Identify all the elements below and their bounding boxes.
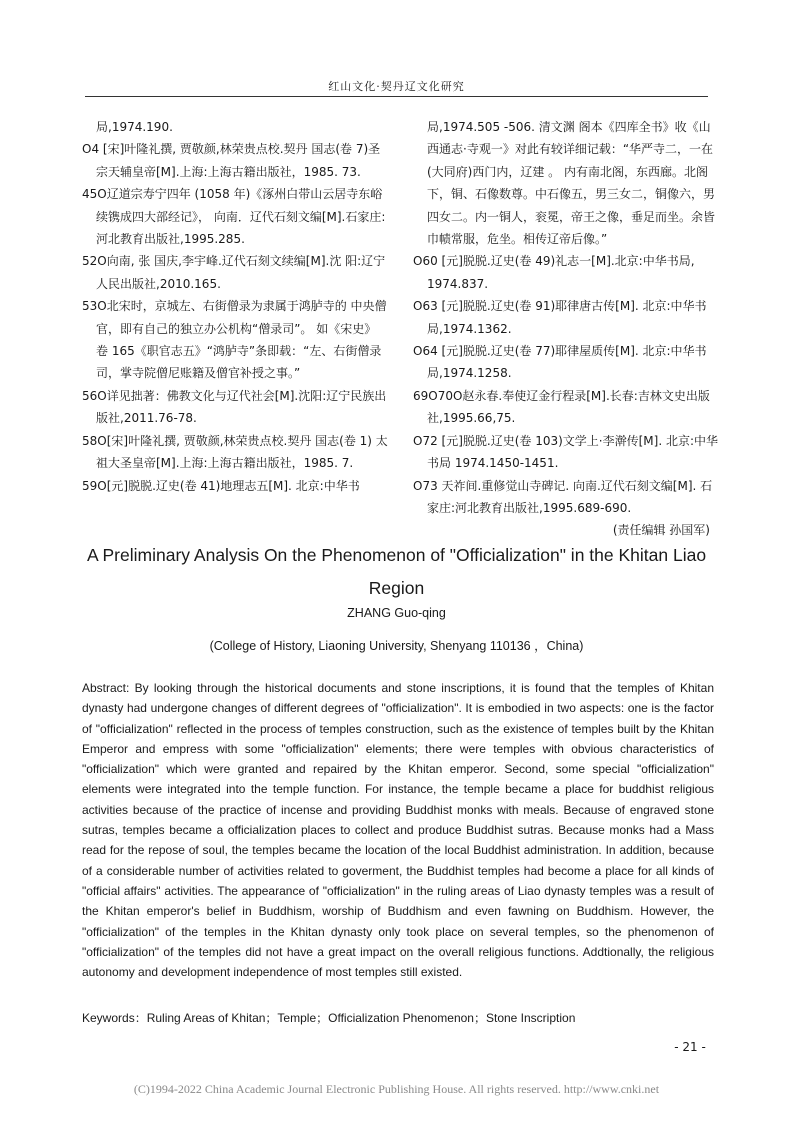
- reference-item: O60 [元]脱脱.辽史(卷 49)礼志一[M].北京:中华书局, 1974.837.: [413, 254, 695, 291]
- keywords: [82, 1009, 714, 1026]
- reference-item: 45O辽道宗寿宁四年 (1058 年)《涿州白带山云居寺东峪续镌成四大部经记》， 向南．辽代石刻文编[M].石家庄:河北教育出版社,1995.285.: [82, 187, 386, 247]
- reference-item: 59O[元]脱脱.辽史(卷 41)地理志五[M]. 北京:中华书: [82, 478, 360, 493]
- references-right-column: [413, 116, 718, 542]
- reference-item: 58O[宋]叶隆礼撰, 贾敬颜,林荣贵点校.契丹 国志(卷 1) 太祖大圣皇帝[M].上海:上海古籍出版社，1985. 7.: [82, 433, 388, 471]
- running-header: 红山文化·契丹辽文化研究: [328, 80, 465, 93]
- reference-item: 56O详见拙著：佛教文化与辽代社会[M].沈阳:辽宁民族出版社,2011.76-78.: [82, 388, 387, 426]
- english-title: A Preliminary Analysis On the Phenomenon of "Officialization" in the Khitan Liao Region: [86, 545, 707, 598]
- keywords-label: Keywords: [82, 1011, 135, 1025]
- keywords-text: ：Ruling Areas of Khitan；Temple；Officialization Phenomenon；Stone Inscription: [134, 1011, 576, 1025]
- reference-item: O72 [元]脱脱.辽史(卷 103)文学上·李澣传[M]. 北京:中华书局 1974.1450-1451.: [413, 433, 718, 471]
- references-left-column: [82, 116, 388, 497]
- reference-item: 52O向南, 张 国庆,李宇峰.辽代石刻文续编[M].沈 阳:辽宁人民出版社,2010.165.: [82, 254, 386, 291]
- reference-item: O4 [宋]叶隆礼撰, 贾敬颜,林荣贵点校.契丹 国志(卷 7)圣宗天辅皇帝[M].上海:上海古籍出版社，1985. 73.: [82, 142, 381, 179]
- abstract: [82, 678, 714, 982]
- reference-item: 局,1974.505 -506. 清文渊 阁本《四库全书》收《山西通志·寺观一》对此有较详细记载：“华严寺二，一在(大同府)西门内，辽建 。 内有南北阁，东西廊。北阁下，铜、石像数尊。中石像五，男三女二，铜像六，男四女二。内一铜人，衮冕，帝王之像，垂足而坐。余皆巾帻常服，危坐。相传辽帝后像。”: [427, 120, 716, 247]
- header-divider: [85, 96, 708, 97]
- editor-note: (责任编辑 孙国军): [612, 523, 710, 538]
- abstract-text: By looking through the historical documents and stone inscriptions, it is found that the temples of Khitan dynasty had undergone changes of different degrees of "officialization". It is embodied in two aspects: one is the factor of "officialization" reflected in the process of temples construction, such as the existence of temples built by the Khitan Emperor and empress with some "officialization" elements; there were temples with obvious characteristics of "officialization" which were granted and repaired by the Khitan emperor. Second, some special "officialization" elements were integrated into the temple function. For instance, the temple became a place for buddhist religious activities because of the practice of incense and providing Buddhist monks with meals. Because of engraved stone sutras, temples became a officialization places to collect and produce Buddhist sutras. Because monks had a Mass read for the repose of soul, the temples became the location of the local Buddhist administration. In addition, because of a considerable number of activities related to goverment, the Buddhist temples had become a place for all kinds of "official affairs" activities. The appearance of "officialization" in the ruling areas of Liao dynasty temples was a result of the Khitan emperor's belief in Buddhism, worship of Buddhism and even fawning on Buddhism. However, the "officialization" of the temples in the Khitan dynasty only took place on several temples, so the phenomenon of "officialization" of the temples did not have a great impact on the overall religious functions. Addtionally, the religious autonomy and development independence of most temples still existed.: [82, 681, 714, 980]
- reference-item: O64 [元]脱脱.辽史(卷 77)耶律屋质传[M]. 北京:中华书局,1974.1258.: [413, 344, 707, 381]
- reference-item: 53O北宋时，京城左、右街僧录为隶属于鸿胪寺的 中央僧官，即有自己的独立办公机构“僧录司”。 如《宋史》卷 165《职官志五》“鸿胪寺”条即载：“左、右街僧录司，掌寺院僧尼账籍及僧官补授之事。”: [82, 299, 387, 381]
- copyright-footer: (C)1994-2022 China Academic Journal Electronic Publishing House. All rights reserved. http://www.cnki.net: [133, 1082, 660, 1096]
- author-affiliation: (College of History, Liaoning University, Shenyang 110136 ，China): [209, 639, 584, 653]
- reference-item: O73 天祚间.重修觉山寺碑记. 向南.辽代石刻文编[M]. 石家庄:河北教育出版社,1995.689-690.: [413, 478, 713, 515]
- author-name: ZHANG Guo-qing: [347, 606, 446, 620]
- reference-item: 局,1974.190.: [96, 120, 173, 134]
- reference-item: 69O70O赵永春.奉使辽金行程录[M].长春:吉林文史出版社,1995.66,75.: [413, 388, 710, 426]
- page-number: - 21 -: [674, 1040, 706, 1054]
- reference-item: O63 [元]脱脱.辽史(卷 91)耶律唐古传[M]. 北京:中华书局,1974.1362.: [413, 299, 707, 336]
- abstract-label: Abstract:: [82, 681, 130, 695]
